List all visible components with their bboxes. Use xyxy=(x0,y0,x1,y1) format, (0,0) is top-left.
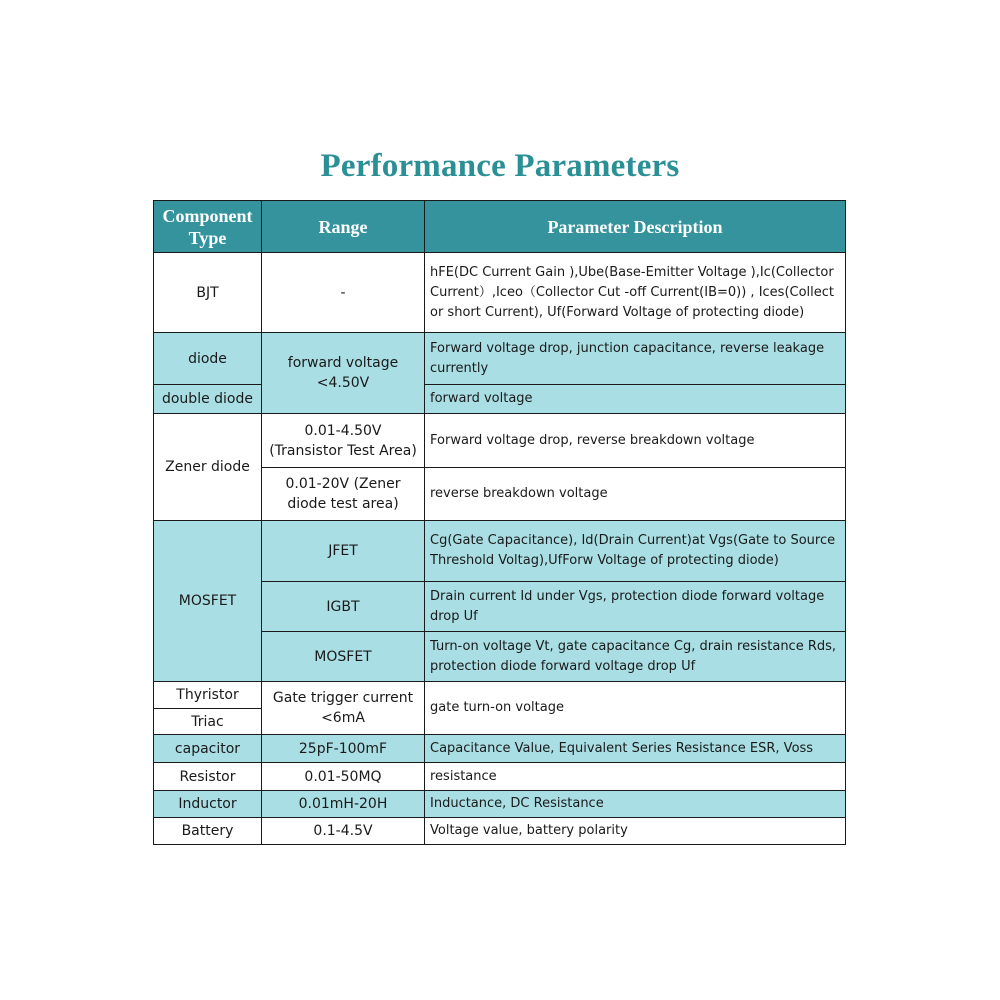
range-inductor: 0.01mH-20H xyxy=(262,791,425,818)
table-row xyxy=(154,333,846,385)
component-inductor: Inductor xyxy=(154,791,262,818)
component-diode: diode xyxy=(154,333,262,385)
component-mosfet: MOSFET xyxy=(154,521,262,682)
header-range: Range xyxy=(262,201,425,253)
description-double-diode: forward voltage xyxy=(425,385,846,414)
table-row xyxy=(154,521,846,582)
table-row xyxy=(154,385,846,414)
description-mosfet: Turn-on voltage Vt, gate capacitance Cg, drain resistance Rds, protection diode forward voltage drop Uf xyxy=(425,632,846,682)
description-resistor: resistance xyxy=(425,763,846,791)
description-jfet: Cg(Gate Capacitance), Id(Drain Current)at Vgs(Gate to Source Threshold Voltag),UfForw Voltage of protecting diode) xyxy=(425,521,846,582)
page-title: Performance Parameters xyxy=(320,148,680,184)
table-row xyxy=(154,763,846,791)
range-zener-test: 0.01-20V (Zener diode test area) xyxy=(262,468,425,521)
range-capacitor: 25pF-100mF xyxy=(262,735,425,763)
table-row xyxy=(154,682,846,709)
range-igbt: IGBT xyxy=(262,582,425,632)
table-row xyxy=(154,735,846,763)
range-thyristor: Gate trigger current <6mA xyxy=(262,682,425,735)
component-double-diode: double diode xyxy=(154,385,262,414)
range-resistor: 0.01-50MQ xyxy=(262,763,425,791)
component-zener: Zener diode xyxy=(154,414,262,521)
range-mosfet: MOSFET xyxy=(262,632,425,682)
description-bjt: hFE(DC Current Gain ),Ube(Base-Emitter Voltage ),Ic(Collector Current）,Iceo（Collector Cut -off Current(IB=0)) , Ices(Collect or short Current), Uf(Forward Voltage of protecting diode) xyxy=(425,253,846,333)
range-diode: forward voltage <4.50V xyxy=(262,333,425,414)
description-capacitor: Capacitance Value, Equivalent Series Resistance ESR, Voss xyxy=(425,735,846,763)
description-diode: Forward voltage drop, junction capacitance, reverse leakage currently xyxy=(425,333,846,385)
table-header-row xyxy=(154,201,846,253)
description-battery: Voltage value, battery polarity xyxy=(425,818,846,845)
component-triac: Triac xyxy=(154,709,262,735)
component-bjt: BJT xyxy=(154,253,262,333)
component-resistor: Resistor xyxy=(154,763,262,791)
table-row xyxy=(154,253,846,333)
table-row xyxy=(154,414,846,468)
range-bjt: - xyxy=(262,253,425,333)
range-zener-transistor: 0.01-4.50V (Transistor Test Area) xyxy=(262,414,425,468)
description-igbt: Drain current Id under Vgs, protection diode forward voltage drop Uf xyxy=(425,582,846,632)
header-component-type: Component Type xyxy=(154,201,262,253)
table-row xyxy=(154,818,846,845)
component-thyristor: Thyristor xyxy=(154,682,262,709)
component-capacitor: capacitor xyxy=(154,735,262,763)
description-thyristor: gate turn-on voltage xyxy=(425,682,846,735)
range-battery: 0.1-4.5V xyxy=(262,818,425,845)
table-row xyxy=(154,791,846,818)
header-description: Parameter Description xyxy=(425,201,846,253)
range-jfet: JFET xyxy=(262,521,425,582)
description-zener-test: reverse breakdown voltage xyxy=(425,468,846,521)
description-zener-transistor: Forward voltage drop, reverse breakdown voltage xyxy=(425,414,846,468)
component-battery: Battery xyxy=(154,818,262,845)
parameters-table xyxy=(153,200,846,845)
description-inductor: Inductance, DC Resistance xyxy=(425,791,846,818)
